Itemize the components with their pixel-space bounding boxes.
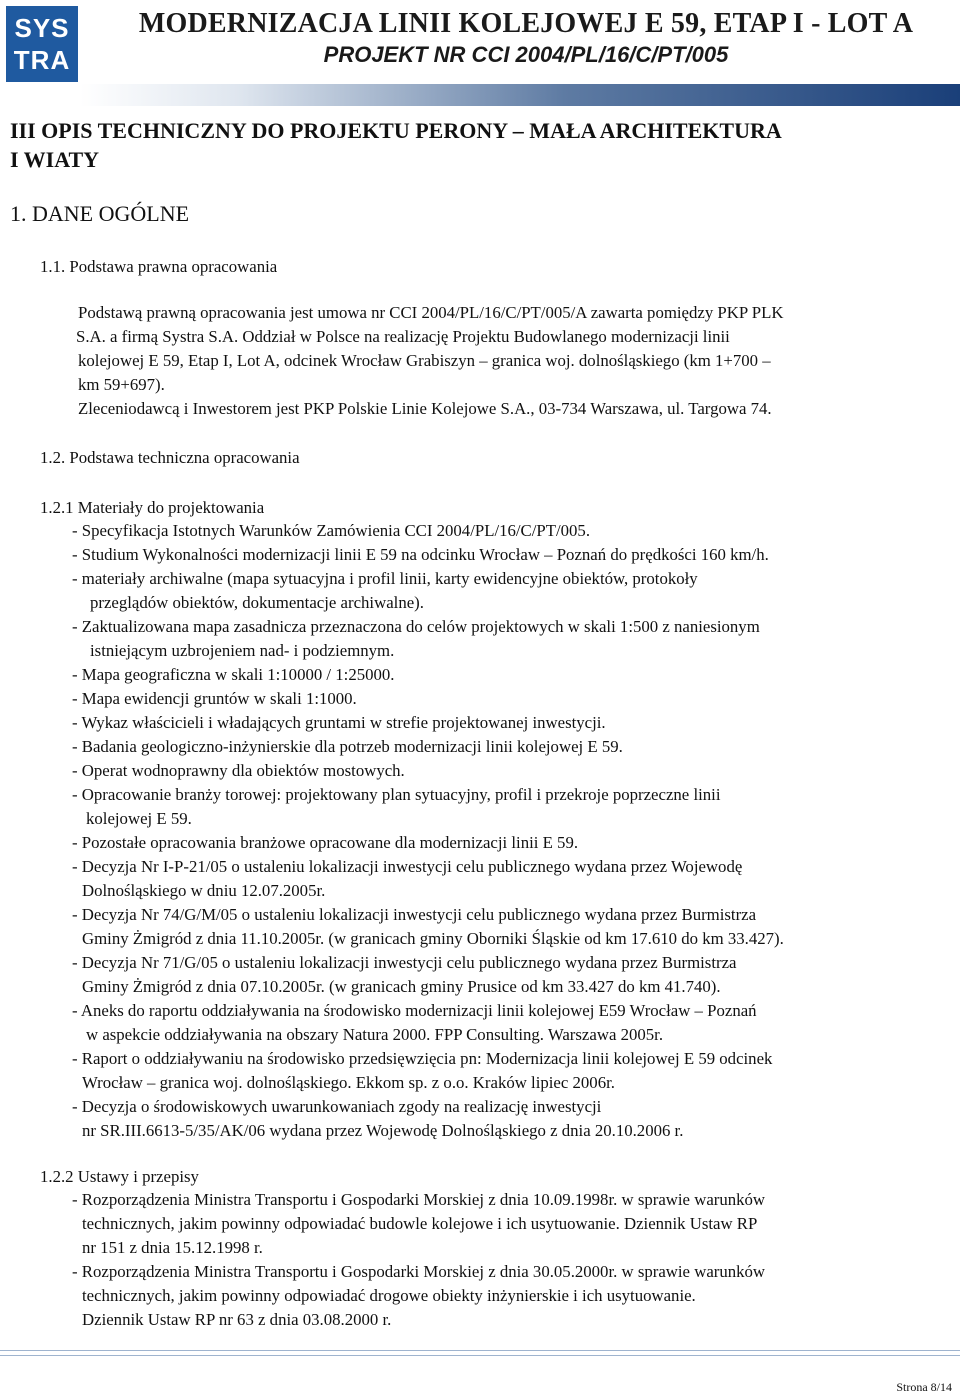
list-item: - Wykaz właścicieli i władających gruntami w strefie projektowanej inwestycji. [72, 713, 606, 732]
paragraph-line: Podstawą prawną opracowania jest umowa nr CCI 2004/PL/16/C/PT/005/A zawarta pomiędzy PKP PLK [78, 303, 784, 322]
paragraph-1-1 [78, 301, 953, 421]
list-item-continuation: kolejowej E 59. [86, 809, 192, 828]
paragraph-line: kolejowej E 59, Etap I, Lot A, odcinek Wrocław Grabiszyn – granica woj. dolnośląskiego (km 1+700 – [78, 351, 771, 370]
heading-1-2-2: 1.2.2 Ustawy i przepisy [40, 1167, 199, 1186]
list-item-continuation: w aspekcie oddziaływania na obszary Natura 2000. FPP Consulting. Warszawa 2005r. [86, 1025, 664, 1044]
paragraph-line: Zleceniodawcą i Inwestorem jest PKP Polskie Linie Kolejowe S.A., 03-734 Warszawa, ul. Targowa 74. [78, 399, 772, 418]
list-item-continuation: Dziennik Ustaw RP nr 63 z dnia 03.08.2000 r. [82, 1310, 392, 1329]
list-item: - Decyzja Nr 71/G/05 o ustaleniu lokalizacji inwestycji celu publicznego wydana przez Burmistrza [72, 953, 737, 972]
regulations-list [72, 1188, 957, 1332]
list-item: - Zaktualizowana mapa zasadnicza przeznaczona do celów projektowych w skali 1:500 z naniesionym [72, 617, 760, 636]
logo-line-1: SYS [14, 13, 70, 43]
list-item-continuation: technicznych, jakim powinny odpowiadać budowle kolejowe i ich usytuowanie. Dziennik Ustaw RP [82, 1214, 758, 1233]
heading-1-2: 1.2. Podstawa techniczna opracowania [40, 448, 300, 467]
list-item: - Specyfikacja Istotnych Warunków Zamówienia CCI 2004/PL/16/C/PT/005. [72, 521, 591, 540]
list-item-continuation: istniejącym uzbrojeniem nad- i podziemnym. [90, 641, 395, 660]
list-item-continuation: Wrocław – granica woj. dolnośląskiego. Ekkom sp. z o.o. Kraków lipiec 2006r. [82, 1073, 615, 1092]
list-item: - Decyzja Nr I-P-21/05 o ustaleniu lokalizacji inwestycji celu publicznego wydana przez Wojewodę [72, 857, 743, 876]
page-header [0, 0, 960, 112]
list-item: - Operat wodnoprawny dla obiektów mostowych. [72, 761, 405, 780]
list-item-continuation: nr 151 z dnia 15.12.1998 r. [82, 1238, 263, 1257]
list-item: - Rozporządzenia Ministra Transportu i Gospodarki Morskiej z dnia 30.05.2000r. w sprawie warunków [72, 1262, 766, 1281]
list-item-continuation: przeglądów obiektów, dokumentacje archiwalne). [90, 593, 424, 612]
paragraph-line: km 59+697). [78, 375, 165, 394]
systra-logo [6, 6, 78, 82]
page-number: Strona 8/14 [896, 1380, 952, 1394]
list-item-continuation: technicznych, jakim powinny odpowiadać drogowe obiekty inżynierskie i ich usytuowanie. [82, 1286, 696, 1305]
list-item: - Decyzja o środowiskowych uwarunkowaniach zgody na realizację inwestycji [72, 1097, 602, 1116]
paragraph-line: S.A. a firmą Systra S.A. Oddział w Polsce na realizację Projektu Budowlanego modernizacji linii [76, 327, 730, 346]
list-item: - Studium Wykonalności modernizacji linii E 59 na odcinku Wrocław – Poznań do prędkości 160 km/h. [72, 545, 769, 564]
list-item-continuation: Gminy Żmigród z dnia 11.10.2005r. (w granicach gminy Oborniki Śląskie od km 17.610 do km 33.427). [82, 929, 784, 948]
section-title [10, 116, 950, 174]
list-item: - materiały archiwalne (mapa sytuacyjna i profil linii, karty ewidencyjne obiektów, protokoły [72, 569, 698, 588]
list-item-continuation: nr SR.III.6613-5/35/AK/06 wydana przez Wojewodę Dolnośląskiego z dnia 20.10.2006 r. [82, 1121, 684, 1140]
footer-rule [0, 1350, 960, 1356]
list-item: - Mapa geograficzna w skali 1:10000 / 1:25000. [72, 665, 395, 684]
section-title-line-1: III OPIS TECHNICZNY DO PROJEKTU PERONY – MAŁA ARCHITEKTURA [10, 118, 782, 143]
list-item: - Raport o oddziaływaniu na środowisko przedsięwzięcia pn: Modernizacja linii kolejowej E 59 odcinek [72, 1049, 773, 1068]
header-gradient-bar [80, 84, 960, 106]
materials-list [72, 519, 957, 1143]
list-item: - Rozporządzenia Ministra Transportu i Gospodarki Morskiej z dnia 10.09.1998r. w sprawie warunków [72, 1190, 766, 1209]
list-item-continuation: Dolnośląskiego w dniu 12.07.2005r. [82, 881, 326, 900]
chapter-heading: 1. DANE OGÓLNE [10, 201, 190, 226]
section-title-line-2: I WIATY [10, 147, 100, 172]
list-item: - Pozostałe opracowania branżowe opracowane dla modernizacji linii E 59. [72, 833, 579, 852]
list-item: - Opracowanie branży torowej: projektowany plan sytuacyjny, profil i przekroje poprzeczne linii [72, 785, 721, 804]
list-item: - Decyzja Nr 74/G/M/05 o ustaleniu lokalizacji inwestycji celu publicznego wydana przez Burmistrza [72, 905, 757, 924]
heading-1-1: 1.1. Podstawa prawna opracowania [40, 257, 278, 276]
list-item-continuation: Gminy Żmigród z dnia 07.10.2005r. (w granicach gminy Prusice od km 33.427 do km 41.740). [82, 977, 721, 996]
logo-line-2: TRA [13, 45, 71, 75]
list-item: - Badania geologiczno-inżynierskie dla potrzeb modernizacji linii kolejowej E 59. [72, 737, 623, 756]
list-item: - Mapa ewidencji gruntów w skali 1:1000. [72, 689, 357, 708]
project-number: PROJEKT NR CCI 2004/PL/16/C/PT/005 [323, 42, 729, 67]
heading-1-2-1: 1.2.1 Materiały do projektowania [40, 498, 265, 517]
list-item: - Aneks do raportu oddziaływania na środowisko modernizacji linii kolejowej E59 Wrocław – Poznań [72, 1001, 757, 1020]
project-title: MODERNIZACJA LINII KOLEJOWEJ E 59, ETAP I - LOT A [138, 8, 914, 39]
